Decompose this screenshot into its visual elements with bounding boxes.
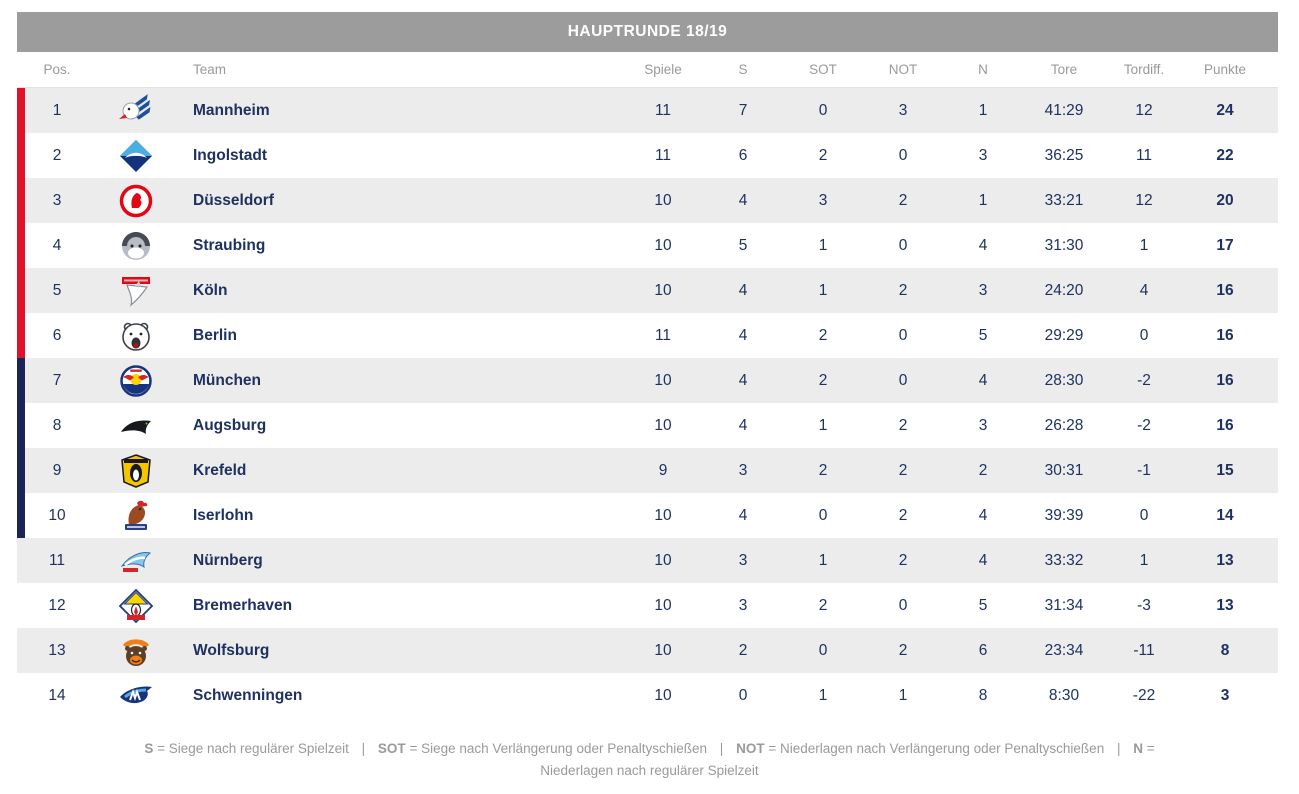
team-name: Nürnberg <box>193 551 263 569</box>
points: 22 <box>1216 146 1234 164</box>
games-played: 10 <box>654 641 672 659</box>
games-played: 10 <box>654 416 672 434</box>
team-name: Krefeld <box>193 461 247 479</box>
table-row-koeln <box>17 268 1278 313</box>
col-header-punkte: Punkte <box>1203 62 1247 77</box>
games-played: 11 <box>654 326 672 344</box>
goal-diff: -11 <box>1133 641 1155 659</box>
wins: 5 <box>738 236 748 254</box>
team-name: München <box>193 371 262 389</box>
team-name: Iserlohn <box>193 506 254 524</box>
table-row-berlin <box>17 313 1278 358</box>
position: 4 <box>52 236 62 254</box>
losses: 3 <box>978 281 988 299</box>
position: 12 <box>48 596 66 614</box>
col-header-spiele: Spiele <box>644 62 682 77</box>
team-logo-berlin-icon <box>97 317 175 355</box>
points: 8 <box>1220 641 1230 659</box>
wins: 2 <box>738 641 748 659</box>
team-name: Köln <box>193 281 228 299</box>
wins: 4 <box>738 281 748 299</box>
col-header-n: N <box>978 62 988 77</box>
overtime-wins: 3 <box>818 191 828 209</box>
overtime-wins: 0 <box>818 506 828 524</box>
col-header-pos: Pos. <box>43 62 71 77</box>
points: 14 <box>1216 506 1234 524</box>
overtime-losses: 2 <box>898 551 908 569</box>
points: 16 <box>1216 371 1234 389</box>
table-row-schwenningen <box>17 673 1278 718</box>
position: 10 <box>48 506 66 524</box>
position: 9 <box>52 461 62 479</box>
losses: 6 <box>978 641 988 659</box>
page-title: HAUPTRUNDE 18/19 <box>567 23 728 40</box>
overtime-losses: 3 <box>898 101 908 119</box>
team-logo-krefeld-icon <box>97 452 175 490</box>
legend-text-s: = Siege nach regulärer Spielzeit <box>157 741 349 756</box>
overtime-losses: 0 <box>898 326 908 344</box>
losses: 3 <box>978 416 988 434</box>
position: 7 <box>52 371 62 389</box>
wins: 4 <box>738 191 748 209</box>
col-header-tordiff: Tordiff. <box>1123 62 1165 77</box>
position: 6 <box>52 326 62 344</box>
table-row-duesseldorf <box>17 178 1278 223</box>
team-name: Ingolstadt <box>193 146 268 164</box>
table-row-bremerhaven <box>17 583 1278 628</box>
points: 20 <box>1216 191 1234 209</box>
overtime-wins: 1 <box>818 281 828 299</box>
team-name: Straubing <box>193 236 266 254</box>
losses: 4 <box>978 236 988 254</box>
col-header-sot: SOT <box>809 62 837 77</box>
team-name: Mannheim <box>193 101 270 119</box>
table-row-krefeld <box>17 448 1278 493</box>
points: 13 <box>1216 551 1234 569</box>
losses: 2 <box>978 461 988 479</box>
table-row-nuernberg <box>17 538 1278 583</box>
goals: 29:29 <box>1044 326 1084 344</box>
overtime-wins: 1 <box>818 686 828 704</box>
goal-diff: 0 <box>1139 326 1149 344</box>
overtime-losses: 2 <box>898 461 908 479</box>
overtime-losses: 0 <box>898 596 908 614</box>
goal-diff: -3 <box>1137 596 1151 614</box>
goals: 28:30 <box>1044 371 1084 389</box>
losses: 1 <box>978 101 988 119</box>
goals: 30:31 <box>1044 461 1084 479</box>
overtime-losses: 2 <box>898 416 908 434</box>
goal-diff: 12 <box>1135 101 1153 119</box>
team-logo-bremerhaven-icon <box>97 587 175 625</box>
team-logo-wolfsburg-icon <box>97 632 175 670</box>
col-header-s: S <box>738 62 748 77</box>
games-played: 10 <box>654 506 672 524</box>
wins: 3 <box>738 551 748 569</box>
goals: 36:25 <box>1044 146 1084 164</box>
overtime-wins: 1 <box>818 236 828 254</box>
goal-diff: 1 <box>1139 551 1149 569</box>
wins: 4 <box>738 326 748 344</box>
position: 11 <box>48 551 66 569</box>
points: 13 <box>1216 596 1234 614</box>
wins: 4 <box>738 416 748 434</box>
overtime-losses: 0 <box>898 236 908 254</box>
goals: 31:34 <box>1044 596 1084 614</box>
team-logo-muenchen-icon <box>97 362 175 400</box>
overtime-losses: 2 <box>898 281 908 299</box>
games-played: 10 <box>654 686 672 704</box>
overtime-losses: 1 <box>898 686 908 704</box>
overtime-wins: 2 <box>818 326 828 344</box>
points: 17 <box>1216 236 1234 254</box>
overtime-wins: 0 <box>818 101 828 119</box>
team-logo-koeln-icon <box>97 272 175 310</box>
legend-text-n: = Niederlagen nach regulärer Spielzeit <box>540 741 1155 778</box>
position: 8 <box>52 416 62 434</box>
goal-diff: 4 <box>1139 281 1149 299</box>
wins: 0 <box>738 686 748 704</box>
overtime-wins: 1 <box>818 551 828 569</box>
losses: 5 <box>978 326 988 344</box>
games-played: 9 <box>658 461 668 479</box>
overtime-wins: 0 <box>818 641 828 659</box>
position: 14 <box>48 686 66 704</box>
position: 13 <box>48 641 66 659</box>
col-header-team: Team <box>193 62 227 77</box>
team-name: Bremerhaven <box>193 596 293 614</box>
overtime-wins: 2 <box>818 461 828 479</box>
col-header-not: NOT <box>888 62 918 77</box>
legend-abbr-not: NOT <box>736 741 765 756</box>
team-logo-iserlohn-icon <box>97 497 175 535</box>
legend-separator: | <box>1116 741 1121 756</box>
table-row-ingolstadt <box>17 133 1278 178</box>
losses: 8 <box>978 686 988 704</box>
table-row-augsburg <box>17 403 1278 448</box>
table-row-straubing <box>17 223 1278 268</box>
legend-separator: | <box>719 741 724 756</box>
goals: 39:39 <box>1044 506 1084 524</box>
team-logo-augsburg-icon <box>97 407 175 445</box>
points: 15 <box>1216 461 1234 479</box>
games-played: 10 <box>654 281 672 299</box>
overtime-losses: 2 <box>898 506 908 524</box>
table-body <box>17 88 1278 718</box>
team-name: Schwenningen <box>193 686 303 704</box>
goals: 23:34 <box>1044 641 1084 659</box>
games-played: 11 <box>654 101 672 119</box>
goals: 31:30 <box>1044 236 1084 254</box>
goal-diff: -22 <box>1132 686 1156 704</box>
losses: 3 <box>978 146 988 164</box>
goal-diff: -1 <box>1137 461 1151 479</box>
overtime-losses: 0 <box>898 146 908 164</box>
goal-diff: -2 <box>1137 371 1151 389</box>
team-logo-straubing-icon <box>97 227 175 265</box>
legend <box>140 738 1160 782</box>
points: 16 <box>1216 281 1234 299</box>
goal-diff: 12 <box>1135 191 1153 209</box>
goal-diff: 1 <box>1139 236 1149 254</box>
team-logo-schwenningen-icon <box>97 677 175 715</box>
losses: 4 <box>978 551 988 569</box>
goals: 8:30 <box>1048 686 1080 704</box>
team-logo-ingolstadt-icon <box>97 137 175 175</box>
losses: 5 <box>978 596 988 614</box>
standings-table <box>17 12 1278 718</box>
position: 3 <box>52 191 62 209</box>
overtime-wins: 2 <box>818 596 828 614</box>
points: 24 <box>1216 101 1234 119</box>
legend-abbr-n: N <box>1133 741 1143 756</box>
goal-diff: 0 <box>1139 506 1149 524</box>
title-bar <box>17 12 1278 52</box>
overtime-wins: 1 <box>818 416 828 434</box>
team-logo-duesseldorf-icon <box>97 182 175 220</box>
column-header-row <box>17 52 1278 88</box>
goals: 33:21 <box>1044 191 1084 209</box>
games-played: 10 <box>654 191 672 209</box>
legend-abbr-sot: SOT <box>377 741 406 756</box>
table-row-iserlohn <box>17 493 1278 538</box>
position: 2 <box>52 146 62 164</box>
overtime-losses: 2 <box>898 191 908 209</box>
games-played: 10 <box>654 371 672 389</box>
points: 16 <box>1216 416 1234 434</box>
losses: 4 <box>978 371 988 389</box>
legend-separator: | <box>361 741 366 756</box>
position: 1 <box>52 101 62 119</box>
team-name: Wolfsburg <box>193 641 270 659</box>
position: 5 <box>52 281 62 299</box>
games-played: 10 <box>654 236 672 254</box>
col-header-tore: Tore <box>1050 62 1078 77</box>
legend-text-not: = Niederlagen nach Verlängerung oder Penaltyschießen <box>768 741 1105 756</box>
losses: 4 <box>978 506 988 524</box>
table-row-mannheim <box>17 88 1278 133</box>
wins: 6 <box>738 146 748 164</box>
overtime-wins: 2 <box>818 371 828 389</box>
wins: 3 <box>738 596 748 614</box>
legend-abbr-s: S <box>144 741 154 756</box>
games-played: 10 <box>654 551 672 569</box>
team-name: Augsburg <box>193 416 267 434</box>
table-row-muenchen <box>17 358 1278 403</box>
goals: 24:20 <box>1044 281 1084 299</box>
goals: 26:28 <box>1044 416 1084 434</box>
wins: 4 <box>738 371 748 389</box>
games-played: 10 <box>654 596 672 614</box>
goal-diff: 11 <box>1135 146 1153 164</box>
losses: 1 <box>978 191 988 209</box>
overtime-wins: 2 <box>818 146 828 164</box>
team-name: Berlin <box>193 326 237 344</box>
wins: 3 <box>738 461 748 479</box>
overtime-losses: 0 <box>898 371 908 389</box>
goal-diff: -2 <box>1137 416 1151 434</box>
overtime-losses: 2 <box>898 641 908 659</box>
legend-text-sot: = Siege nach Verlängerung oder Penaltyschießen <box>409 741 708 756</box>
points: 3 <box>1220 686 1230 704</box>
team-logo-mannheim-icon <box>97 92 175 130</box>
team-logo-nuernberg-icon <box>97 542 175 580</box>
table-row-wolfsburg <box>17 628 1278 673</box>
team-name: Düsseldorf <box>193 191 274 209</box>
games-played: 11 <box>654 146 672 164</box>
wins: 7 <box>738 101 748 119</box>
points: 16 <box>1216 326 1234 344</box>
goals: 41:29 <box>1044 101 1084 119</box>
wins: 4 <box>738 506 748 524</box>
goals: 33:32 <box>1044 551 1084 569</box>
